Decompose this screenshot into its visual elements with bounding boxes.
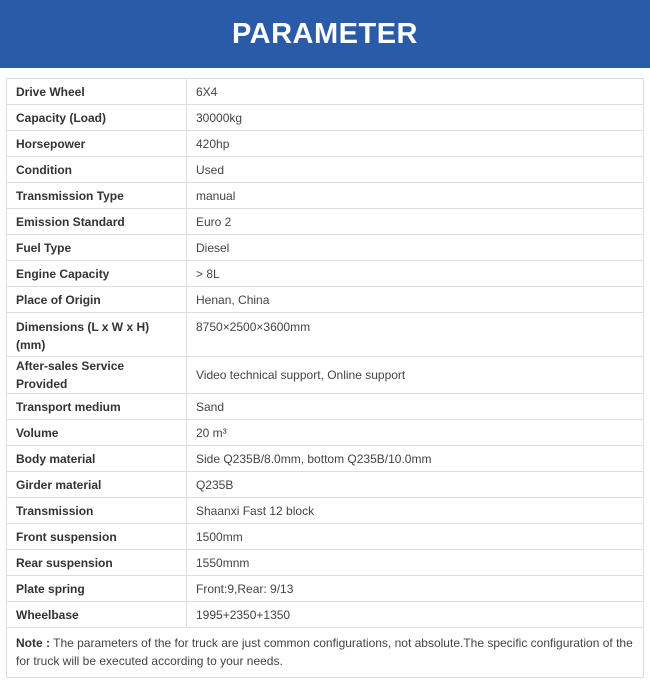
param-key: Transmission: [7, 498, 187, 524]
table-row: [7, 446, 644, 472]
param-key: Emission Standard: [7, 209, 187, 235]
param-key: Drive Wheel: [7, 79, 187, 105]
table-row: [7, 550, 644, 576]
parameter-table: [6, 78, 644, 628]
table-row: [7, 209, 644, 235]
table-row: [7, 394, 644, 420]
param-key: Transmission Type: [7, 183, 187, 209]
note-label: Note :: [16, 636, 50, 650]
table-row: [7, 498, 644, 524]
param-key: Girder material: [7, 472, 187, 498]
param-key: Rear suspension: [7, 550, 187, 576]
table-row: [7, 261, 644, 287]
param-value: Euro 2: [187, 209, 644, 235]
param-value: > 8L: [187, 261, 644, 287]
param-value: 30000kg: [187, 105, 644, 131]
param-value: Q235B: [187, 472, 644, 498]
table-row: [7, 157, 644, 183]
param-value: 8750×2500×3600mm: [187, 313, 644, 357]
param-key: Plate spring: [7, 576, 187, 602]
param-key: Body material: [7, 446, 187, 472]
parameter-section: [6, 78, 644, 678]
table-row: [7, 472, 644, 498]
param-value: 420hp: [187, 131, 644, 157]
table-row: [7, 131, 644, 157]
param-value: manual: [187, 183, 644, 209]
param-key: Front suspension: [7, 524, 187, 550]
table-row: [7, 105, 644, 131]
table-row: [7, 357, 644, 394]
table-row: [7, 313, 644, 357]
param-key: Fuel Type: [7, 235, 187, 261]
param-value: 6X4: [187, 79, 644, 105]
param-key: Wheelbase: [7, 602, 187, 628]
param-value: 1550mnm: [187, 550, 644, 576]
param-key: After-sales Service Provided: [7, 357, 187, 394]
table-row: [7, 235, 644, 261]
param-key: Place of Origin: [7, 287, 187, 313]
param-key: Volume: [7, 420, 187, 446]
table-row: [7, 420, 644, 446]
param-value: Henan, China: [187, 287, 644, 313]
table-row: [7, 602, 644, 628]
note-box: [6, 628, 644, 678]
table-row: [7, 576, 644, 602]
param-value: Sand: [187, 394, 644, 420]
page-title: PARAMETER: [231, 17, 419, 50]
param-value: Video technical support, Online support: [187, 357, 644, 394]
param-key: Capacity (Load): [7, 105, 187, 131]
param-key: Transport medium: [7, 394, 187, 420]
param-value: 1500mm: [187, 524, 644, 550]
table-row: [7, 524, 644, 550]
param-value: 1995+2350+1350: [187, 602, 644, 628]
param-key: Condition: [7, 157, 187, 183]
table-row: [7, 183, 644, 209]
parameter-banner: [0, 0, 650, 68]
param-value: 20 m³: [187, 420, 644, 446]
param-value: Front:9,Rear: 9/13: [187, 576, 644, 602]
table-row: [7, 287, 644, 313]
note-text: The parameters of the for truck are just common configurations, not absolute.The specific configuration of the for truck will be executed according to your needs.: [16, 636, 633, 668]
param-key: Engine Capacity: [7, 261, 187, 287]
param-value: Used: [187, 157, 644, 183]
param-key: Dimensions (L x W x H) (mm): [7, 313, 187, 357]
param-value: Diesel: [187, 235, 644, 261]
param-key: Horsepower: [7, 131, 187, 157]
param-value: Shaanxi Fast 12 block: [187, 498, 644, 524]
param-value: Side Q235B/8.0mm, bottom Q235B/10.0mm: [187, 446, 644, 472]
table-row: [7, 79, 644, 105]
